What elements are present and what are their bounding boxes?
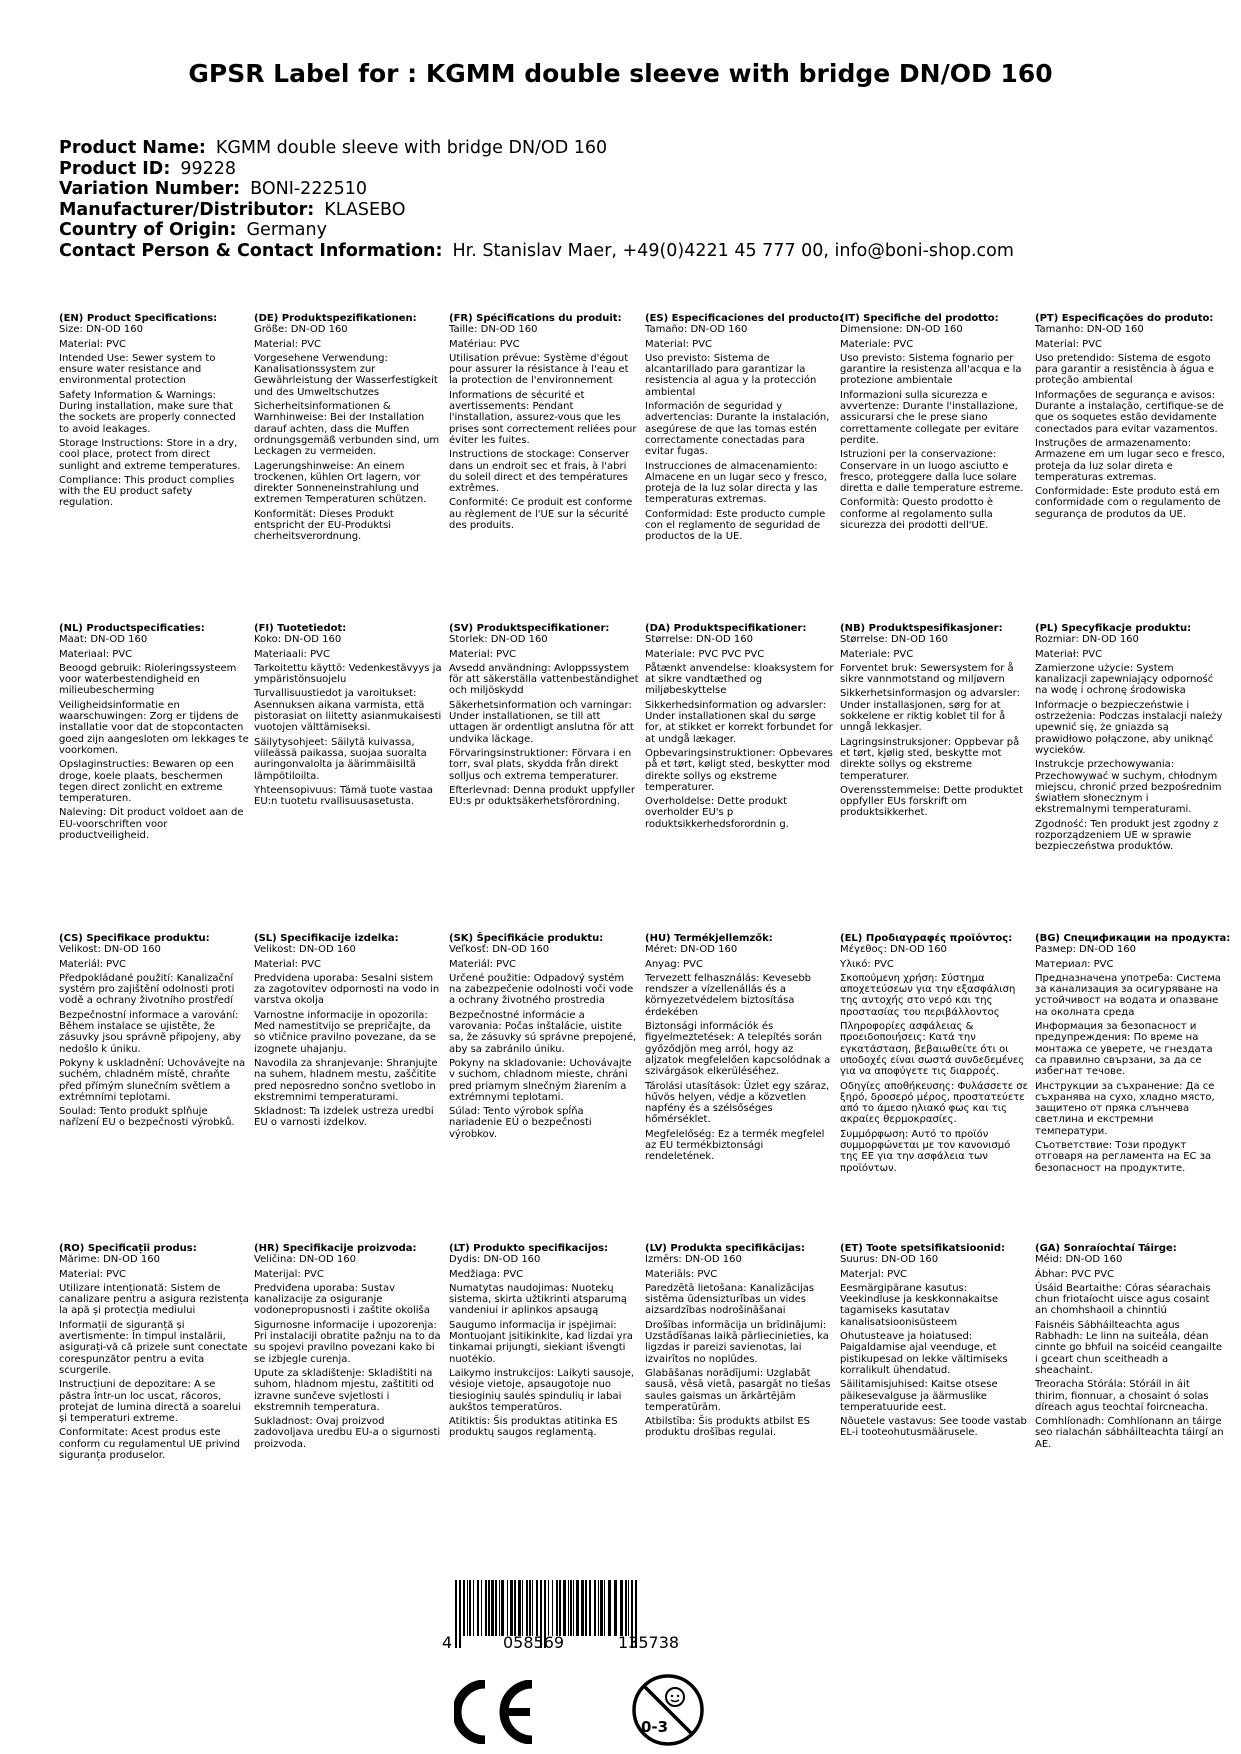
spec-line: Instrukcje przechowywania: Przechowywać w suchym, chłodnym miejscu, chronić przed bezpośrednim światłem słonecznym i ekstremalnymi temperaturami. [1035,759,1222,816]
spec-heading: (RO) Specificații produs: [59,1243,197,1254]
barcode-bar [477,1580,479,1636]
info-label: Contact Person & Contact Information: [59,240,443,261]
spec-line: Informations de sécurité et avertissements: Pendant l'installation, assurez-vous que les prises sont correctement reliées pour éviter les fuites. [449,389,637,446]
spec-line: Säkerhetsinformation och varningar: Under installationen, se till att uttagen är ordentligt anslutna för att undvika läckage. [449,699,634,745]
spec-line: Materiale: PVC [840,648,914,660]
spec-line: Инструкции за съхранение: Да се съхранява на сухо, хладно място, защитено от пряка слънчева светлина и екстремни температури. [1035,1080,1215,1137]
spec-line: Megfelelőség: Ez a termék megfelel az EU termékbiztonsági rendeletének. [645,1128,825,1163]
barcode-bar [608,1580,611,1636]
barcode-bar [600,1580,603,1636]
spec-block [59,933,249,1132]
spec-line: Πληροφορίες ασφάλειας & προειδοποιήσεις: Κατά την εγκατάσταση, βεβαιωθείτε ότι οι υποδοχές είναι σωστά συνδεδεμένες για να αποφύγετε τις διαρροές. [840,1021,1025,1078]
spec-heading: (ES) Especificaciones del producto: [645,313,844,324]
info-value: KLASEBO [324,199,406,220]
barcode-bar [469,1580,471,1636]
spec-block [254,623,444,810]
spec-line: Velikost: DN-OD 160 [59,944,161,956]
spec-line: Upute za skladištenje: Skladištiti na suhom, hladnom mjestu, zaštititi od izravne sunčeve svjetlosti i ekstremnih temperatura. [254,1367,434,1413]
spec-line: Съответствие: Този продукт отговаря на регламента на ЕС за безопасност на продуктите. [1035,1140,1212,1174]
info-line [59,179,1199,200]
barcode-bar [625,1580,627,1636]
barcode-bar [581,1580,584,1636]
spec-heading: (LT) Produkto specifikacijos: [449,1243,609,1254]
spec-line: Υλικό: PVC [840,958,894,970]
barcode-bar [536,1580,538,1636]
spec-block [1035,313,1225,523]
not-for-children-0-3-icon [630,1672,706,1748]
barcode-bar [604,1580,605,1636]
spec-line: Skladnost: Ta izdelek ustreza uredbi EU o varnosti izdelkov. [254,1106,434,1129]
barcode-bar [598,1580,599,1636]
spec-line: Dydis: DN-OD 160 [449,1254,541,1266]
spec-line: Materiál: PVC [59,958,127,970]
spec-block [449,623,639,810]
spec-line: Faisnéis Sábháilteachta agus Rabhadh: Le linn na suiteála, déan cinnte go bhfuil na soicéid ceangailte i gceart chun sceitheadh a sheachaint. [1035,1319,1223,1376]
spec-block [449,1243,639,1442]
barcode-bar [455,1580,457,1648]
spec-line: Material: PVC [254,338,322,350]
spec-heading: (ET) Toote spetsifikatsioonid: [840,1243,1006,1254]
spec-line: Dimensione: DN-OD 160 [840,324,963,336]
spec-heading: (GA) Sonraíochtaí Táirge: [1035,1243,1177,1254]
barcode-bar [552,1580,553,1636]
spec-line: Размер: DN-OD 160 [1035,944,1136,956]
spec-block [840,313,1030,534]
spec-line: Informações de segurança e avisos: Durante a instalação, certifique-se de que os soquetes estão devidamente conectados para evitar vazamentos. [1035,389,1224,435]
barcode-digits-left: 058569 [503,1633,565,1652]
spec-line: Информация за безопасност и предупреждения: По време на монтажа се уверете, че гнездата са правилно свързани, за да се избегнат течове. [1035,1021,1213,1078]
spec-line: Materijal: PVC [254,1268,324,1280]
spec-line: Materiaal: PVC [59,648,133,660]
spec-line: Informații de siguranță și avertismente: În timpul instalării, asigurați-vă că prizele sunt conectate corespunzător pentru a evita scurgerile. [59,1319,248,1376]
spec-heading: (FR) Spécifications du produit: [449,313,622,324]
barcode-bar [463,1580,465,1636]
spec-heading: (PT) Especificações do produto: [1035,313,1214,324]
spec-line: Istruzioni per la conservazione: Conservare in un luogo asciutto e fresco, proteggere dalla luce solare diretta e dalle temperature estreme. [840,449,1024,495]
spec-line: Avsedd användning: Avloppssystem för att säkerställa vattenbeständighet och miljöskydd [449,662,639,697]
spec-line: Bezpečnostní informace a varování: Během instalace se ujistěte, že zásuvky jsou správně připojeny, aby nedošlo k úniku. [59,1009,242,1055]
barcode-digit-first: 4 [442,1633,453,1652]
spec-heading: (HU) Termékjellemzők: [645,933,773,944]
spec-line: Predvidena uporaba: Sesalni sistem za zagotovitev odpornosti na vodo in varstva okolja [254,972,440,1007]
spec-line: Laikymo instrukcijos: Laikyti sausoje, vėsioje vietoje, apsaugotoje nuo tiesioginių saulės spindulių ir labai aukštos temperatūros. [449,1367,635,1413]
spec-heading: (SL) Specifikacije izdelka: [254,933,399,944]
spec-line: Zamierzone użycie: System kanalizacji zapewniający odporność na wodę i ochronę środowiska [1035,662,1214,697]
info-line [59,138,1199,159]
spec-line: Pokyny k uskladnění: Uchovávejte na suchém, chladném místě, chraňte před přímým slunečním světlem a extrémními teplotami. [59,1057,246,1103]
spec-line: Οδηγίες αποθήκευσης: Φυλάσσετε σε ξηρό, δροσερό μέρος, προστατεύετε από το άμεσο ηλιακό φως και τις ακραίες θερμοκρασίες. [840,1080,1029,1126]
spec-line: Materiale: PVC PVC PVC [645,648,765,660]
spec-line: Informacje o bezpieczeństwie i ostrzeżenia: Podczas instalacji należy upewnić się, że gniazda są prawidłowo połączone, aby uniknąć wycieków. [1035,699,1223,756]
barcode-bar [548,1580,549,1636]
spec-block [59,623,249,844]
spec-block [840,1243,1030,1442]
barcode-bar [570,1580,572,1636]
spec-line: Izmērs: DN-OD 160 [645,1254,742,1266]
barcode-bar [532,1580,533,1636]
barcode-bar [529,1580,531,1636]
info-label: Product ID: [59,158,171,179]
spec-line: Předpokládané použití: Kanalizační systém pro zajištění odolnosti proti vodě a ochrany životního prostředí [59,972,235,1007]
spec-line: Atitiktis: Šis produktas atitinka ES produktų saugos reglamentą. [449,1416,618,1439]
spec-line: Material: PVC [254,958,322,970]
age-label: 0-3 [641,1718,669,1736]
spec-heading: (NB) Produktspesifikasjoner: [840,623,1003,634]
spec-line: Uso previsto: Sistema fognario per garantire la resistenza all'acqua e la protezione ambientale [840,352,1022,387]
page-title: GPSR Label for : KGMM double sleeve with bridge DN/OD 160 [188,59,1053,88]
spec-line: Material: PVC [645,338,713,350]
info-value: 99228 [180,158,237,179]
spec-line: Förvaringsinstruktioner: Förvara i en torr, sval plats, skydda från direkt solljus och extrema temperaturer. [449,747,632,782]
spec-line: Conformité: Ce produit est conforme au règlement de l'UE sur la sécurité des produits. [449,497,633,532]
spec-line: Drošības informācija un brīdinājumi: Uzstādīšanas laikā pārliecinieties, ka ligzdas ir pareizi savienotas, lai izvairītos no noplūdes. [645,1319,829,1365]
spec-heading: (SV) Produktspecifikationer: [449,623,610,634]
spec-heading: (NL) Productspecificaties: [59,623,205,634]
spec-block [254,313,444,546]
spec-line: Varnostne informacije in opozorila: Med namestitvijo se prepričajte, da so vtičnice pravilno povezane, da se izognete uhajanju. [254,1009,437,1055]
spec-line: Μέγεθος: DN-OD 160 [840,944,947,956]
spec-line: Материал: PVC [1035,958,1114,970]
spec-block [254,1243,444,1453]
spec-line: Safety Information & Warnings: During installation, make sure that the sockets are properly connected to avoid leakages. [59,389,236,435]
info-line [59,241,1199,262]
spec-line: Opslaginstructies: Bewaren op een droge, koele plaats, beschermen tegen direct zonlicht en extreme temperaturen. [59,759,234,805]
spec-line: Instrucțiuni de depozitare: A se păstra într-un loc uscat, răcoros, protejat de lumina directă a soarelui și temperaturi extreme. [59,1379,241,1425]
spec-line: Material: PVC [449,648,517,660]
spec-heading: (PL) Specyfikacje produktu: [1035,623,1192,634]
spec-line: Úsáid Beartaithe: Córas séarachais chun friotaíocht uisce agus cosaint an chomhshaoil a chinntiú [1035,1282,1211,1317]
spec-line: Size: DN-OD 160 [59,324,143,336]
spec-line: Größe: DN-OD 160 [254,324,348,336]
product-info [59,138,1199,261]
barcode-digits-right: 135738 [618,1633,680,1652]
spec-line: Efterlevnad: Denna produkt uppfyller EU:s pr oduktsäkerhetsförordning. [449,784,635,808]
spec-line: Vorgesehene Verwendung: Kanalisationssystem zur Gewährleistung der Wasserfestigkeit und des Umweltschutzes [254,352,438,398]
spec-line: Materiál: PVC [449,958,517,970]
spec-line: Предназначена употреба: Система за канализация за осигуряване на устойчивост на водата и опазване на околната среда [1035,972,1221,1018]
spec-line: Sikkerhedsinformation og advarsler: Under installationen skal du sørge for, at stikket er korrekt forbundet for at undgå lækager. [645,699,833,745]
info-value: KGMM double sleeve with bridge DN/OD 160 [215,138,608,158]
spec-line: Matériau: PVC [449,338,520,350]
spec-line: Σκοπούμενη χρήση: Σύστημα αποχετεύσεων για την εξασφάλιση της αντοχής στο νερό και της προστασίας του περιβάλλοντος [840,972,1016,1018]
spec-line: Utilizare intenționată: Sistem de canalizare pentru a asigura rezistența la apă și protecția mediului [59,1282,249,1317]
spec-line: Intended Use: Sewer system to ensure water resistance and environmental protection [59,352,216,387]
info-label: Product Name: [59,138,206,158]
spec-block [449,313,639,534]
spec-line: Sigurnosne informacije i upozorenja: Pri instalaciji obratite pažnju na to da su spojevi pravilno povezani kako bi se izbjegle curenja. [254,1319,441,1365]
spec-line: Určené použitie: Odpadový systém na zabezpečenie odolnosti voči vode a ochrany životného prostredia [449,972,634,1007]
spec-block [1035,623,1225,856]
spec-line: Veiligheidsinformatie en waarschuwingen: Zorg er tijdens de installatie voor dat de stopcontacten goed zijn aangesloten om lekkages te voorkomen. [59,699,249,756]
spec-line: Paredzētā lietošana: Kanalizācijas sistēma ūdensizturības un vides aizsardzības nodrošināšanai [645,1282,815,1317]
spec-line: Materiaali: PVC [254,648,330,660]
barcode-bar [620,1580,623,1636]
barcode-bar [563,1580,566,1636]
spec-line: Påtænkt anvendelse: kloaksystem for at sikre vandtæthed og miljøbeskyttelse [645,662,834,697]
spec-line: Biztonsági információk és figyelmeztetések: A telepítés során győződjön meg arról, hogy az aljzatok megfelelően kapcsolódnak a szivárgások elkerüléséhez. [645,1021,831,1078]
spec-line: Méret: DN-OD 160 [645,944,738,956]
info-line [59,220,1199,241]
spec-line: Veličina: DN-OD 160 [254,1254,356,1266]
spec-block [1035,933,1231,1177]
spec-block [59,1243,249,1464]
spec-line: Zgodność: Ten produkt jest zgodny z rozporządzeniem UE w sprawie bezpieczeństwa produktów. [1035,818,1219,853]
spec-line: Conformità: Questo prodotto è conforme al regolamento sulla sicurezza dei prodotti dell'UE. [840,497,994,532]
spec-block [840,933,1030,1177]
spec-line: Treoracha Stórála: Stóráil in áit thirim, fionnuar, a chosaint ó solas díreach agus teochtaí foircneacha. [1035,1379,1209,1413]
spec-line: Sikkerhetsinformasjon og advarsler: Under installasjonen, sørg for at sokkelene er riktig koblet til for å unngå lekkasjer. [840,688,1020,734]
spec-line: Ohutusteave ja hoiatused: Paigaldamise ajal veenduge, et pistikupesad on lekke vältimiseks korralikult ühendatud. [840,1331,1008,1376]
spec-line: Instrucciones de almacenamiento: Almacene en un lugar seco y fresco, proteja de la luz solar directa y las temperaturas extremas. [645,460,828,506]
spec-line: Beoogd gebruik: Rioleringssysteem voor waterbestendigheid en milieubescherming [59,662,237,697]
spec-heading: (FI) Tuotetiedot: [254,623,347,634]
info-label: Variation Number: [59,179,241,199]
barcode-bar [614,1580,617,1636]
spec-line: Materjal: PVC [840,1268,908,1280]
spec-line: Lagringsinstruksjoner: Oppbevar på et tørt, kjølig sted, beskytte mot direkte sollys og ekstreme temperaturer. [840,736,1020,782]
spec-line: Maat: DN-OD 160 [59,634,148,646]
barcode-bar [473,1580,474,1636]
spec-heading: (SK) Špecifikácie produktu: [449,933,604,944]
spec-line: Turvallisuustiedot ja varoitukset: Asennuksen aikana varmista, että pistorasiat on liitetty asianmukaisesti vuotojen välttämiseksi. [254,688,442,734]
info-value: Germany [246,220,327,240]
spec-heading: (EL) Προδιαγραφές προϊόντος: [840,933,1013,944]
spec-line: Material: PVC [1035,338,1103,350]
spec-line: Conformitate: Acest produs este conform cu regulamentul UE privind siguranța produselor. [59,1427,240,1462]
barcode-bar [510,1580,513,1636]
spec-line: Informazioni sulla sicurezza e avvertenze: Durante l'installazione, assicurarsi che le prese siano correttamente collegate per evitare perdite. [840,389,1019,446]
spec-line: Medžiaga: PVC [449,1268,524,1280]
spec-line: Instruções de armazenamento: Armazene em um lugar seco e fresco, proteja da luz solar direta e temperaturas extremas. [1035,437,1225,483]
spec-heading: (DE) Produktspezifikationen: [254,313,417,324]
spec-heading: (IT) Specifiche del prodotto: [840,313,999,324]
spec-line: Velikost: DN-OD 160 [254,944,356,956]
spec-line: Conformidad: Este producto cumple con el reglamento de seguridad de productos de la UE. [645,508,826,543]
spec-line: Conformidade: Este produto está em conformidade com o regulamento de segurança de produtos da UE. [1035,486,1221,520]
spec-line: Naleving: Dit product voldoet aan de EU-voorschriften voor productveiligheid. [59,807,244,842]
barcode-bar [568,1580,569,1636]
spec-line: Pokyny na skladovanie: Uchovávajte v suchom, chladnom mieste, chráni pred priamym slnečným žiarením a extrémnymi teplotami. [449,1057,632,1103]
barcode-bar [526,1580,528,1636]
spec-line: Säilytysohjeet: Säilytä kuivassa, viileässä paikassa, suojaa suoralta auringonvalolta ja äärimmäisiltä lämpötiloilta. [254,736,427,782]
barcode-bar [488,1580,490,1636]
spec-line: Navodila za shranjevanje: Shranjujte na suhem, hladnem mestu, zaščitite pred neposredno sončno svetlobo in ekstremnimi temperaturami. [254,1057,438,1103]
spec-block [254,933,444,1132]
barcode-bar [585,1580,587,1636]
barcode-bar [485,1580,487,1636]
spec-line: Sicherheitsinformationen & Warnhinweise: Bei der Installation darauf achten, dass die Muffen ordnungsgemäß verbunden sind, um Leckagen zu vermeiden. [254,401,440,458]
barcode-bar [467,1580,468,1636]
spec-line: Materiale: PVC [840,338,914,350]
spec-line: Material: PVC [59,338,127,350]
spec-line: Tervezett felhasználás: Kevesebb rendszer a vízellenállás és a környezetvédelem biztosítása érdekében [645,972,812,1018]
spec-line: Konformität: Dieses Produkt entspricht der EU-Produktsi cherheitsverordnung. [254,508,394,543]
spec-line: Tárolási utasítások: Üzlet egy száraz, hűvös helyen, védje a közvetlen napfény és a szélsőséges hőmérséklet. [645,1080,830,1126]
spec-line: Veľkosť: DN-OD 160 [449,944,550,956]
spec-line: Anyag: PVC [645,958,703,970]
info-value: BONI-222510 [250,179,367,199]
barcode-bar [507,1580,508,1636]
spec-line: Storlek: DN-OD 160 [449,634,548,646]
info-line [59,200,1199,221]
spec-line: Compliance: This product complies with the EU product safety regulation. [59,474,235,509]
spec-line: Tamaño: DN-OD 160 [645,324,748,336]
spec-line: Saugumo informacija ir įspėjimai: Montuojant įsitikinkite, kad lizdai yra tinkamai prijungti, siekiant išvengti nuotėkio. [449,1319,633,1365]
barcode [437,1580,737,1675]
barcode-bar [628,1580,629,1636]
spec-line: Información de seguridad y advertencias: Durante la instalación, asegúrese de que las tomas estén correctamente conectadas para evitar fugas. [645,401,830,458]
info-value: Hr. Stanislav Maer, +49(0)4221 45 777 00, info@boni-shop.com [452,240,1014,261]
spec-line: Nõuetele vastavus: See toode vastab EL-i tooteohutusmäärusele. [840,1416,1027,1439]
spec-line: Materiāls: PVC [645,1268,718,1280]
spec-heading: (HR) Specifikacije proizvoda: [254,1243,417,1254]
barcode-bar [522,1580,523,1636]
spec-line: Numatytas naudojimas: Nuotekų sistema, skirta užtikrinti atsparumą vandeniui ir aplinkos apsaugą [449,1282,627,1317]
spec-line: Uso pretendido: Sistema de esgoto para garantir a resistência à água e proteção ambiental [1035,352,1215,387]
spec-line: Predviđena uporaba: Sustav kanalizacije za osiguranje vodonepropusnosti i zaštite okoliša [254,1282,430,1317]
spec-line: Sukladnost: Ovaj proizvod zadovoljava uredbu EU-a o sigurnosti proizvoda. [254,1416,441,1450]
spec-line: Opbevaringsinstruktioner: Opbevares på et tørt, køligt sted, beskytter mod direkte sollys og ekstreme temperaturer. [645,747,833,793]
barcode-bar [514,1580,516,1636]
spec-line: Forventet bruk: Sewersystem for å sikre vannmotstand og miljøvern [840,662,1014,686]
spec-line: Overholdelse: Dette produkt overholder EU's p roduktsikkerhedsforordnin g. [645,796,789,830]
spec-heading: (EN) Product Specifications: [59,313,218,324]
spec-block [645,313,844,546]
spec-line: Atbilstība: Šis produkts atbilst ES produktu drošības regulai. [645,1416,811,1439]
spec-line: Glabāšanas norādījumi: Uzglabāt sausā, vēsā vietā, pasargāt no tiešas saules gaismas un ārkārtējām temperatūrām. [645,1367,831,1413]
barcode-bar [499,1580,500,1636]
spec-line: Rozmiar: DN-OD 160 [1035,634,1139,646]
spec-line: Lagerungshinweise: An einem trockenen, kühlen Ort lagern, vor direkter Sonneneinstrahlung und extremen Temperaturen schützen. [254,460,427,506]
spec-line: Overensstemmelse: Dette produktet oppfyller EUs forskrift om produktsikkerhet. [840,784,1023,819]
spec-line: Utilisation prévue: Système d'égout pour assurer la résistance à l'eau et la protection de l'environnement [449,352,629,387]
spec-line: Materiał: PVC [1035,648,1103,660]
spec-heading: (DA) Produktspecifikationer: [645,623,807,634]
spec-line: Méid: DN-OD 160 [1035,1254,1123,1266]
spec-line: Súlad: Tento výrobok spĺňa nariadenie EÚ o bezpečnosti výrobkov. [449,1106,592,1140]
barcode-bar [556,1580,558,1636]
info-label: Manufacturer/Distributor: [59,199,315,220]
spec-heading: (CS) Specifikace produktu: [59,933,210,944]
spec-block [1035,1243,1225,1453]
spec-line: Størrelse: DN-OD 160 [840,634,948,646]
spec-line: Ábhar: PVC PVC [1035,1268,1115,1280]
spec-line: Bezpečnostné informácie a varovania: Počas inštalácie, uistite sa, že zásuvky sú správne prepojené, aby sa zabránilo úniku. [449,1009,637,1055]
barcode-bar [491,1580,494,1636]
spec-line: Suurus: DN-OD 160 [840,1254,939,1266]
spec-line: Taille: DN-OD 160 [449,324,538,336]
spec-heading: (LV) Produkta specifikācijas: [645,1243,805,1254]
spec-line: Storage Instructions: Store in a dry, cool place, protect from direct sunlight and extreme temperatures. [59,437,241,472]
spec-heading: (BG) Спецификации на продукта: [1035,933,1231,944]
spec-line: Tamanho: DN-OD 160 [1035,324,1144,336]
spec-line: Eesmärgipärane kasutus: Veekindluse ja keskkonnakaitse tagamiseks kasutatav kanalisatsioonisüsteem [840,1282,999,1328]
spec-line: Yhteensopivuus: Tämä tuote vastaa EU:n tuotetu rvallisuusasetusta. [254,784,433,808]
spec-block [840,623,1030,822]
barcode-bar [501,1580,504,1636]
spec-line: Mărime: DN-OD 160 [59,1254,160,1266]
spec-block [645,933,835,1166]
spec-line: Tarkoitettu käyttö: Vedenkestävyys ja ympäristönsuojelu [254,662,442,686]
barcode-bar [589,1580,591,1636]
barcode-bar [576,1580,579,1636]
spec-line: Material: PVC [59,1268,127,1280]
spec-line: Uso previsto: Sistema de alcantarillado para garantizar la resistencia al agua y la protección ambiental [645,352,817,398]
barcode-bar [559,1580,561,1636]
spec-block [449,933,639,1143]
spec-line: Størrelse: DN-OD 160 [645,634,753,646]
spec-line: Instructions de stockage: Conserver dans un endroit sec et frais, à l'abri du soleil direct et des températures extrêmes. [449,449,630,495]
barcode-bar [459,1580,461,1648]
spec-block [645,623,835,833]
spec-line: Koko: DN-OD 160 [254,634,342,646]
barcode-bar [594,1580,596,1636]
spec-block [645,1243,835,1442]
barcode-bar [481,1580,482,1636]
spec-line: Säilitamisjuhised: Kaitse otsese päikesevalguse ja äärmuslike temperatuuride eest. [840,1379,998,1413]
info-line [59,159,1199,180]
spec-line: Συμμόρφωση: Αυτό το προϊόν συμμορφώνεται με τον κανονισμό της ΕΕ για την ασφάλεια των προϊόντων. [840,1128,1011,1174]
spec-block [59,313,249,512]
spec-line: Comhlíonadh: Comhlíonann an táirge seo rialachán sábháilteachta táirgí an AE. [1035,1416,1224,1450]
barcode-bar [495,1580,497,1636]
ce-mark-icon [454,1680,540,1744]
barcode-bar [518,1580,521,1636]
info-label: Country of Origin: [59,220,237,240]
spec-line: Soulad: Tento produkt splňuje nařízení EU o bezpečnosti výrobků. [59,1106,235,1129]
barcode-bar [573,1580,574,1636]
